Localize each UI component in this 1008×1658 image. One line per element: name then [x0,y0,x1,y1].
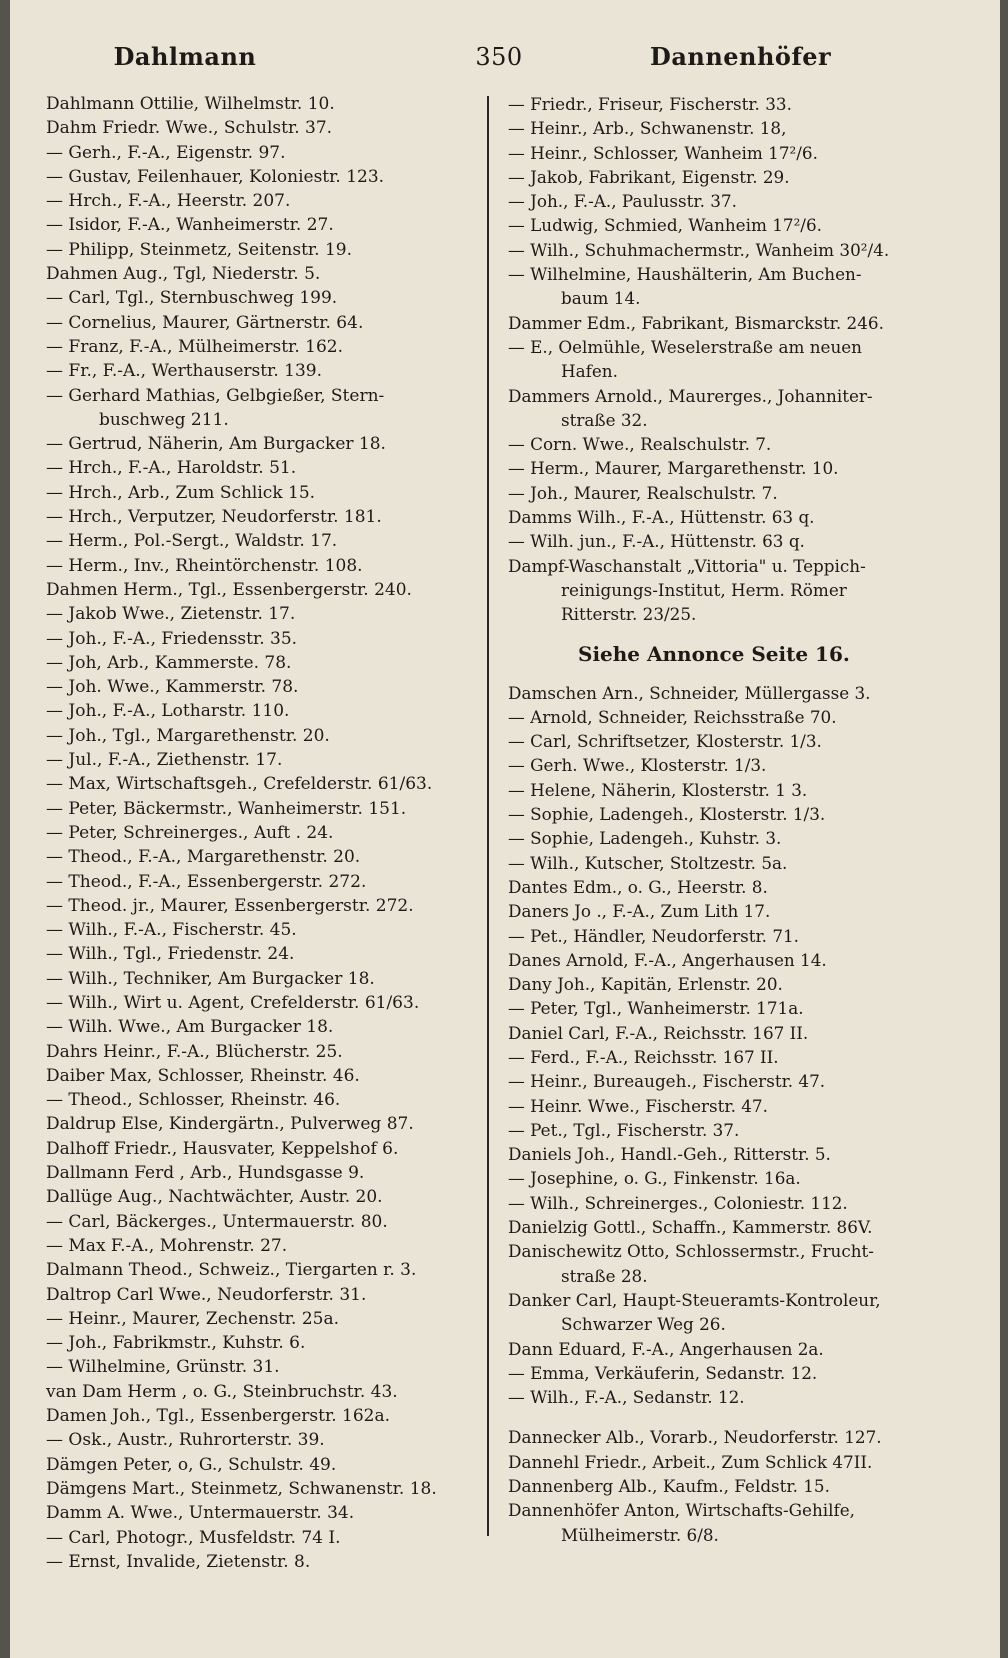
directory-entry: — Carl, Photogr., Musfeldstr. 74 I. [46,1527,341,1548]
directory-page [10,0,1000,1658]
directory-entry: — Joh., F.-A., Paulusstr. 37. [508,191,737,212]
entry-gap [508,1409,938,1425]
directory-entry: Danes Arnold, F.-A., Angerhausen 14. [508,949,827,970]
directory-entry: — Gertrud, Näherin, Am Burgacker 18. [46,434,386,455]
column-divider [487,96,489,1536]
directory-entry: — Hrch., Verputzer, Neudorferstr. 181. [46,507,382,528]
directory-entry: — Peter, Bäckermstr., Wanheimerstr. 151. [46,798,407,819]
directory-entry: — Wilh. jun., F.-A., Hüttenstr. 63 q. [508,531,805,552]
directory-entry: Dannehl Friedr., Arbeit., Zum Schlick 47II. [508,1451,873,1472]
right-column-entries-bottom [508,681,938,1547]
directory-entry: — E., Oelmühle, Weselerstraße am neuen [508,336,862,357]
directory-entry: van Dam Herm , o. G., Steinbruchstr. 43. [46,1381,398,1402]
directory-entry: — Gustav, Feilenhauer, Koloniestr. 123. [46,166,385,187]
directory-entry: — Josephine, o. G., Finkenstr. 16a. [508,1168,801,1189]
directory-entry: — Theod., F.-A., Margarethenstr. 20. [46,847,361,868]
entry-continuation: straße 28. [561,1265,648,1286]
directory-entry: — Osk., Austr., Ruhrorterstr. 39. [46,1430,325,1451]
directory-entry: Dammers Arnold., Maurerges., Johanniter- [508,385,873,406]
directory-entry: Dahmen Herm., Tgl., Essenbergerstr. 240. [46,579,412,600]
directory-entry: — Peter, Tgl., Wanheimerstr. 171a. [508,998,804,1019]
directory-entry: — Joh. Wwe., Kammerstr. 78. [46,677,299,698]
directory-entry: Dahlmann Ottilie, Wilhelmstr. 10. [46,94,335,114]
directory-entry: — Pet., Tgl., Fischerstr. 37. [508,1119,740,1140]
directory-entry: Dantes Edm., o. G., Heerstr. 8. [508,876,768,897]
directory-entry: Dannenhöfer Anton, Wirtschafts-Gehilfe, [508,1500,855,1521]
directory-entry: — Heinr., Bureaugeh., Fischerstr. 47. [508,1071,826,1092]
entry-continuation: straße 32. [561,409,648,430]
directory-entry: — Helene, Näherin, Klosterstr. 1 3. [508,779,808,800]
directory-entry: Dannenberg Alb., Kaufm., Feldstr. 15. [508,1476,830,1497]
directory-entry: — Corn. Wwe., Realschulstr. 7. [508,434,772,455]
directory-entry: — Sophie, Ladengeh., Klosterstr. 1/3. [508,804,826,825]
right-column [508,92,938,1547]
directory-entry: — Hrch., Arb., Zum Schlick 15. [46,482,316,503]
directory-entry: — Theod., F.-A., Essenbergerstr. 272. [46,871,367,892]
directory-entry: — Joh, Arb., Kammerste. 78. [46,652,292,673]
directory-entry: — Peter, Schreinerges., Auft . 24. [46,822,334,843]
entry-continuation: Ritterstr. 23/25. [561,604,697,625]
directory-entry: Daniel Carl, F.-A., Reichsstr. 167 II. [508,1022,809,1043]
directory-entry: — Cornelius, Maurer, Gärtnerstr. 64. [46,312,364,333]
directory-entry: Danielzig Gottl., Schaffn., Kammerstr. 86V. [508,1217,873,1238]
directory-entry: Dany Joh., Kapitän, Erlenstr. 20. [508,974,783,995]
right-column-entries-top [508,92,938,627]
directory-entry: — Gerhard Mathias, Gelbgießer, Stern- [46,385,385,406]
directory-entry: — Wilh., Tgl., Friedenstr. 24. [46,944,295,965]
directory-entry: — Joh., F.-A., Lotharstr. 110. [46,701,290,722]
directory-entry: — Sophie, Ladengeh., Kuhstr. 3. [508,828,782,849]
directory-entry: — Joh., Fabrikmstr., Kuhstr. 6. [46,1333,306,1354]
directory-entry: Daiber Max, Schlosser, Rheinstr. 46. [46,1065,360,1086]
directory-entry: — Emma, Verkäuferin, Sedanstr. 12. [508,1362,818,1383]
directory-entry: — Ernst, Invalide, Zietenstr. 8. [46,1551,311,1572]
directory-entry: — Theod. jr., Maurer, Essenbergerstr. 272. [46,895,414,916]
directory-entry: — Gerh. Wwe., Klosterstr. 1/3. [508,755,767,776]
directory-entry: — Herm., Inv., Rheintörchenstr. 108. [46,555,363,576]
directory-entry: — Heinr. Wwe., Fischerstr. 47. [508,1095,768,1116]
directory-entry: — Jakob Wwe., Zietenstr. 17. [46,604,296,625]
directory-entry: — Max, Wirtschaftsgeh., Crefelderstr. 61/63. [46,774,433,795]
directory-entry: Dallmann Ferd , Arb., Hundsgasse 9. [46,1163,365,1184]
directory-entry: Dahmen Aug., Tgl, Niederstr. 5. [46,264,321,285]
directory-entry: — Jakob, Fabrikant, Eigenstr. 29. [508,166,790,187]
running-header-right: Dannenhöfer [650,42,832,71]
directory-entry: — Herm., Pol.-Sergt., Waldstr. 17. [46,531,338,552]
directory-entry: — Wilhelmine, Haushälterin, Am Buchen- [508,264,862,285]
directory-entry: Daldrup Else, Kindergärtn., Pulverweg 87. [46,1114,414,1135]
directory-entry: — Heinr., Arb., Schwanenstr. 18, [508,118,787,139]
directory-entry: Dammer Edm., Fabrikant, Bismarckstr. 246. [508,312,884,333]
directory-entry: — Joh., Maurer, Realschulstr. 7. [508,482,778,503]
directory-entry: — Wilh., F.-A., Sedanstr. 12. [508,1387,745,1408]
directory-entry: — Joh., F.-A., Friedensstr. 35. [46,628,298,649]
left-column [46,92,486,1574]
directory-entry: — Franz, F.-A., Mülheimerstr. 162. [46,336,343,357]
directory-entry: — Wilh. Wwe., Am Burgacker 18. [46,1017,334,1038]
directory-entry: — Philipp, Steinmetz, Seitenstr. 19. [46,239,353,260]
directory-entry: — Wilh., Techniker, Am Burgacker 18. [46,968,375,989]
directory-entry: — Gerh., F.-A., Eigenstr. 97. [46,142,286,163]
directory-entry: Dann Eduard, F.-A., Angerhausen 2a. [508,1338,824,1359]
directory-entry: — Wilh., F.-A., Fischerstr. 45. [46,920,297,941]
directory-entry: — Ludwig, Schmied, Wanheim 17²/6. [508,215,822,236]
directory-entry: — Jul., F.-A., Ziethenstr. 17. [46,750,283,771]
entry-continuation: Hafen. [561,361,618,382]
directory-entry: — Heinr., Maurer, Zechenstr. 25a. [46,1308,340,1329]
directory-entry: Damms Wilh., F.-A., Hüttenstr. 63 q. [508,507,815,528]
directory-entry: — Joh., Tgl., Margarethenstr. 20. [46,725,330,746]
directory-entry: Daners Jo ., F.-A., Zum Lith 17. [508,901,771,922]
directory-entry: — Carl, Bäckerges., Untermauerstr. 80. [46,1211,388,1232]
directory-entry: Damm A. Wwe., Untermauerstr. 34. [46,1503,355,1524]
page-number: 350 [475,43,523,71]
directory-entry: — Wilh., Schuhmachermstr., Wanheim 30²/4. [508,239,890,260]
directory-entry: Dallüge Aug., Nachtwächter, Austr. 20. [46,1187,383,1208]
announcement-notice: Siehe Annonce Seite 16. [578,641,850,666]
directory-entry: — Arnold, Schneider, Reichsstraße 70. [508,706,837,727]
directory-entry: — Max F.-A., Mohrenstr. 27. [46,1235,288,1256]
directory-entry: Danischewitz Otto, Schlossermstr., Frucht- [508,1241,874,1262]
directory-entry: — Wilh., Kutscher, Stoltzestr. 5a. [508,852,788,873]
directory-entry: — Hrch., F.-A., Heerstr. 207. [46,191,291,212]
directory-entry: Dalmann Theod., Schweiz., Tiergarten r. 3. [46,1260,417,1281]
entry-continuation: Schwarzer Weg 26. [561,1314,726,1335]
directory-entry: — Herm., Maurer, Margarethenstr. 10. [508,458,839,479]
directory-entry: — Carl, Schriftsetzer, Klosterstr. 1/3. [508,731,822,752]
directory-entry: — Wilh., Schreinerges., Coloniestr. 112. [508,1192,848,1213]
directory-entry: — Fr., F.-A., Werthauserstr. 139. [46,361,322,382]
directory-entry: Dahm Friedr. Wwe., Schulstr. 37. [46,118,333,139]
running-header-left: Dahlmann [113,42,257,71]
directory-entry: Danker Carl, Haupt-Steueramts-Kontroleur, [508,1289,881,1310]
directory-entry: Daniels Joh., Handl.-Geh., Ritterstr. 5. [508,1144,831,1165]
directory-entry: Daltrop Carl Wwe., Neudorferstr. 31. [46,1284,367,1305]
directory-entry: — Pet., Händler, Neudorferstr. 71. [508,925,800,946]
directory-entry: Damen Joh., Tgl., Essenbergerstr. 162a. [46,1406,390,1427]
directory-entry: — Carl, Tgl., Sternbuschweg 199. [46,288,338,309]
entry-continuation: reinigungs-Institut, Herm. Römer [561,579,847,600]
directory-entry: — Hrch., F.-A., Haroldstr. 51. [46,458,297,479]
directory-entry: — Wilh., Wirt u. Agent, Crefelderstr. 61/63. [46,992,420,1013]
directory-entry: — Isidor, F.-A., Wanheimerstr. 27. [46,215,334,236]
directory-entry: Dämgen Peter, o, G., Schulstr. 49. [46,1454,337,1475]
directory-entry: Dannecker Alb., Vorarb., Neudorferstr. 127. [508,1427,882,1448]
directory-entry: — Ferd., F.-A., Reichsstr. 167 II. [508,1046,779,1067]
directory-entry: — Theod., Schlosser, Rheinstr. 46. [46,1090,341,1111]
directory-entry: Dalhoff Friedr., Hausvater, Keppelshof 6. [46,1138,399,1159]
entry-continuation: Mülheimerstr. 6/8. [561,1524,719,1545]
entry-continuation: buschweg 211. [99,409,229,430]
entry-continuation: baum 14. [561,288,641,309]
directory-entry: — Friedr., Friseur, Fischerstr. 33. [508,94,792,114]
directory-entry: Dampf-Waschanstalt „Vittoria" u. Teppich- [508,555,866,576]
directory-entry: Dämgens Mart., Steinmetz, Schwanenstr. 18. [46,1478,437,1499]
directory-entry: — Wilhelmine, Grünstr. 31. [46,1357,280,1378]
directory-entry: Damschen Arn., Schneider, Müllergasse 3. [508,682,871,703]
directory-entry: — Heinr., Schlosser, Wanheim 17²/6. [508,142,818,163]
directory-entry: Dahrs Heinr., F.-A., Blücherstr. 25. [46,1041,343,1062]
